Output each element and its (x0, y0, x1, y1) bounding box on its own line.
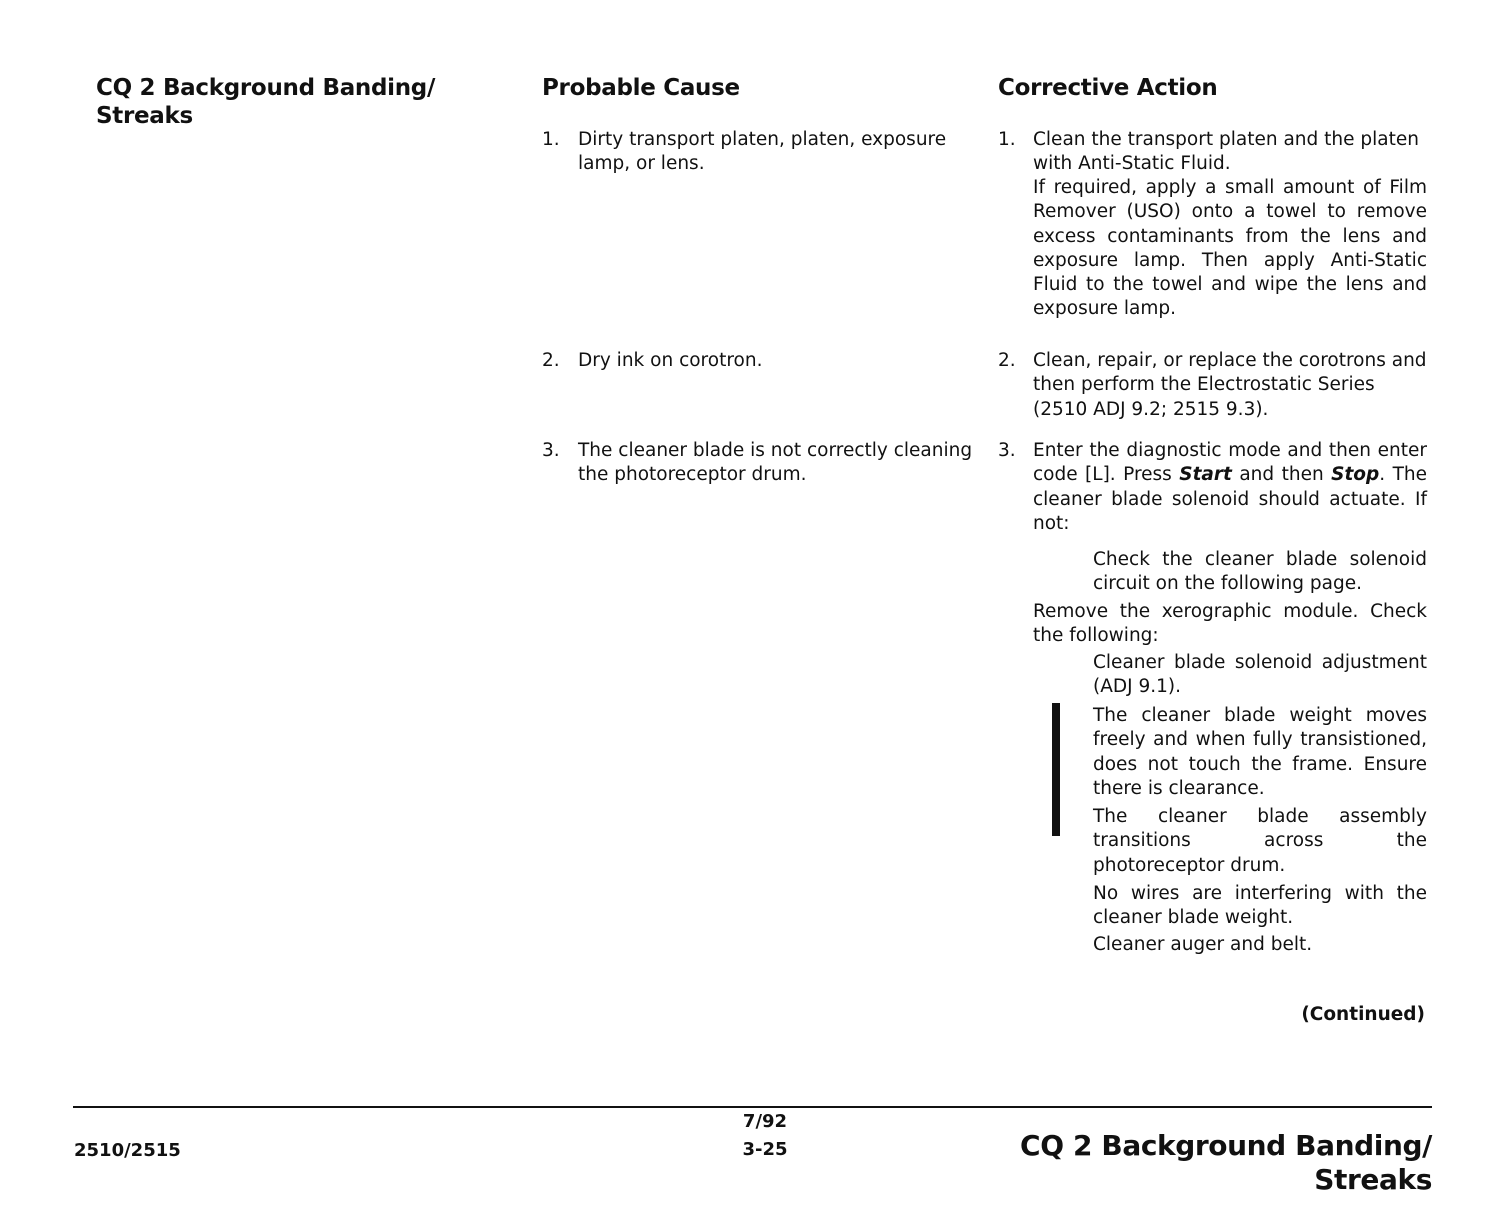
footer-date: 7/92 (742, 1111, 788, 1132)
check-item: Cleaner blade solenoid adjustment (ADJ 9.1). (1093, 652, 1427, 698)
action-text (1033, 439, 1427, 536)
check-item: No wires are interfering with the cleaner blade weight. (1093, 883, 1427, 929)
action-text: Clean, repair, or replace the corotrons and then perform the Electrostatic Series (2510 ADJ 9.2; 2515 9.3). (1033, 350, 1427, 420)
start-key-label: Start (1179, 464, 1232, 486)
action-intro-part: . The cleaner blade solenoid should actuate. If not: (1033, 464, 1427, 534)
cause-text: Dirty transport platen, platen, exposure lamp, or lens. (578, 129, 947, 175)
action-number: 1. (998, 129, 1016, 150)
cause-number: 2. (542, 350, 560, 371)
remove-module-text: Remove the xerographic module. Check the following: (1033, 601, 1427, 647)
action-number: 2. (998, 350, 1016, 371)
cause-number: 3. (542, 440, 560, 461)
action-text-detail: If required, apply a small amount of Film Remover (USO) onto a towel to remove excess contaminants from the lens and exposure lamp. Then apply Anti-Static Fluid to the towel and wipe the lens and exposure lamp. (1033, 177, 1427, 320)
check-item: The cleaner blade assembly transitions across the photoreceptor drum. (1093, 806, 1427, 876)
action-intro-part: Enter the diagnostic mode and then enter code [L]. Press (1033, 440, 1427, 486)
footer-page-number: 3-25 (742, 1139, 788, 1160)
cause-number: 1. (542, 129, 560, 150)
check-item: Cleaner auger and belt. (1093, 934, 1313, 955)
probable-cause-heading: Probable Cause (542, 75, 740, 101)
action-text: Clean the transport platen and the platen with Anti-Static Fluid. (1033, 129, 1419, 175)
check-solenoid-text: Check the cleaner blade solenoid circuit on the following page. (1093, 549, 1427, 595)
continued-label: (Continued) (1301, 1004, 1425, 1025)
action-intro-part: and then (1231, 464, 1332, 486)
action-number: 3. (998, 440, 1016, 461)
section-title: CQ 2 Background Banding/ Streaks (96, 75, 436, 129)
footer-title: CQ 2 Background Banding/ Streaks (1020, 1129, 1432, 1196)
stop-key-label: Stop (1331, 464, 1380, 486)
revision-change-bar (1052, 703, 1060, 836)
cause-text: Dry ink on corotron. (578, 350, 763, 371)
check-item: The cleaner blade weight moves freely and when fully transistioned, does not touch the frame. Ensure there is clearance. (1093, 705, 1427, 799)
footer-model: 2510/2515 (74, 1140, 181, 1161)
corrective-action-heading: Corrective Action (998, 75, 1218, 101)
footer-rule (73, 1106, 1432, 1108)
cause-text: The cleaner blade is not correctly cleaning the photoreceptor drum. (578, 440, 973, 486)
